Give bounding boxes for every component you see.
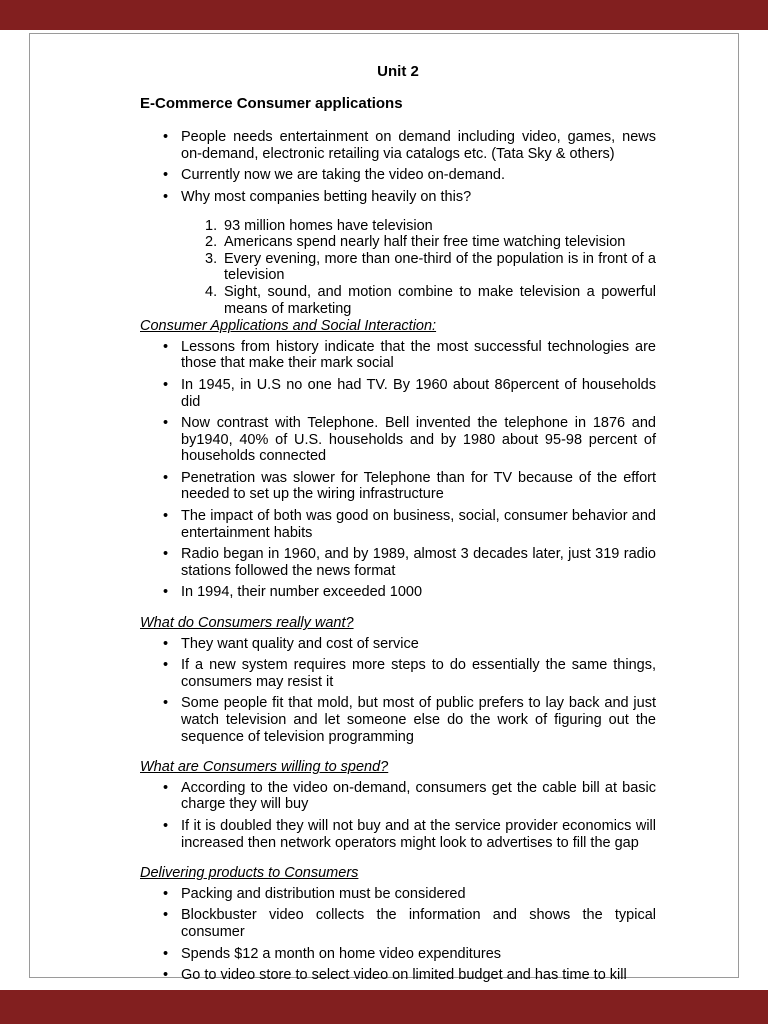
- section-bullet-list: [140, 339, 656, 601]
- bullet-icon: [163, 780, 181, 813]
- list-item-text: Now contrast with Telephone. Bell invented the telephone in 1876 and by1940, 40% of U.S. households and by 1980 about 95-98 percent of households connected: [181, 415, 656, 465]
- list-item-text: Blockbuster video collects the information and shows the typical consumer: [181, 907, 656, 940]
- list-item: [163, 636, 656, 653]
- doc-title: Unit 2: [377, 63, 419, 80]
- numbered-list: [140, 218, 656, 318]
- list-item-text: Packing and distribution must be considered: [181, 885, 466, 902]
- list-item-text: If a new system requires more steps to do essentially the same things, consumers may resist it: [181, 657, 656, 690]
- item-number: 1.: [205, 217, 218, 234]
- viewer-chrome-top: [0, 0, 768, 30]
- list-item: [163, 886, 656, 903]
- document-page: [29, 33, 739, 984]
- list-item: [163, 907, 656, 940]
- section-bullet-list: [140, 780, 656, 851]
- bullet-icon: [163, 189, 181, 206]
- list-item: [163, 818, 656, 851]
- bullet-icon: [163, 508, 181, 541]
- list-item-text: Sight, sound, and motion combine to make television a powerful means of marketing: [224, 283, 656, 317]
- bullet-icon: [163, 415, 181, 465]
- list-item: [163, 584, 656, 601]
- section-heading: Consumer Applications and Social Interaction:: [140, 318, 437, 335]
- list-item-text: The impact of both was good on business, social, consumer behavior and entertainment habits: [181, 508, 656, 541]
- bullet-icon: [163, 584, 181, 601]
- bullet-icon: [163, 818, 181, 851]
- list-item-text: 93 million homes have television: [224, 217, 433, 234]
- list-item: [163, 377, 656, 410]
- list-item: [163, 339, 656, 372]
- list-item: [163, 780, 656, 813]
- item-number: 4.: [205, 283, 218, 300]
- list-item-text: Currently now we are taking the video on-demand.: [181, 167, 506, 184]
- list-item-text: People needs entertainment on demand including video, games, news on-demand, electronic retailing via catalogs etc. (Tata Sky & others): [181, 129, 656, 162]
- list-item-text: Why most companies betting heavily on this?: [181, 188, 472, 205]
- bullet-icon: [163, 546, 181, 579]
- section-bullet-list: [140, 636, 656, 746]
- list-item-text: Spends $12 a month on home video expenditures: [181, 945, 502, 962]
- list-item: [163, 129, 656, 162]
- section-heading: What do Consumers really want?: [140, 615, 354, 632]
- list-item: [163, 189, 656, 206]
- list-item: [163, 167, 656, 184]
- numbered-item: [205, 218, 656, 235]
- list-item-text: In 1994, their number exceeded 1000: [181, 584, 423, 601]
- list-item-text: Penetration was slower for Telephone than for TV because of the effort needed to set up the wiring infrastructure: [181, 469, 656, 503]
- list-item-text: Americans spend nearly half their free time watching television: [224, 234, 626, 251]
- list-item-text: Lessons from history indicate that the most successful technologies are those that make their mark social: [181, 338, 656, 372]
- viewer-chrome-bottom: [0, 990, 768, 1024]
- intro-bullet-list: [140, 129, 656, 205]
- bullet-icon: [163, 636, 181, 653]
- page-area: [0, 30, 768, 990]
- bullet-icon: [163, 695, 181, 745]
- bullet-icon: [163, 946, 181, 963]
- section-willing-to-spend: [140, 759, 656, 851]
- bullet-icon: [163, 657, 181, 690]
- doc-heading: E-Commerce Consumer applications: [140, 94, 403, 112]
- bullet-icon: [163, 129, 181, 162]
- bullet-icon: [163, 886, 181, 903]
- bullet-icon: [163, 470, 181, 503]
- list-item: [163, 415, 656, 465]
- item-number: 3.: [205, 250, 218, 267]
- list-item: [163, 470, 656, 503]
- section-delivering-products: [140, 865, 656, 1005]
- item-number: 2.: [205, 234, 218, 251]
- list-item: [163, 508, 656, 541]
- numbered-item: [205, 234, 656, 251]
- bullet-icon: [163, 967, 181, 984]
- section-what-consumers-want: [140, 615, 656, 745]
- list-item: [163, 695, 656, 745]
- list-item-text: According to the video on-demand, consumers get the cable bill at basic charge they will buy: [181, 779, 656, 813]
- section-bullet-list: [140, 886, 656, 1006]
- section-heading: What are Consumers willing to spend?: [140, 759, 389, 776]
- section-heading: Delivering products to Consumers: [140, 865, 359, 882]
- bullet-icon: [163, 339, 181, 372]
- list-item-text: Every evening, more than one-third of the population is in front of a television: [224, 250, 656, 284]
- bullet-icon: [163, 167, 181, 184]
- bullet-icon: [163, 907, 181, 940]
- list-item-text: Radio began in 1960, and by 1989, almost 3 decades later, just 319 radio stations followed the news format: [181, 546, 656, 579]
- list-item-text: Some people fit that mold, but most of public prefers to lay back and just watch television and let someone else do the work of figuring out the sequence of television programming: [181, 695, 656, 745]
- list-item-text: Go to video store to select video on limited budget and has time to kill: [181, 967, 627, 984]
- list-item-text: They want quality and cost of service: [181, 635, 419, 652]
- list-item: [163, 657, 656, 690]
- list-item: [163, 946, 656, 963]
- numbered-item: [205, 251, 656, 284]
- bullet-icon: [163, 377, 181, 410]
- list-item: [163, 967, 656, 984]
- list-item-text: In 1945, in U.S no one had TV. By 1960 about 86percent of households did: [181, 376, 656, 410]
- section-consumer-applications: [140, 318, 656, 601]
- numbered-item: [205, 284, 656, 317]
- list-item: [163, 546, 656, 579]
- list-item-text: If it is doubled they will not buy and at the service provider economics will increased then network operators might look to advertises to fill the gap: [181, 817, 656, 851]
